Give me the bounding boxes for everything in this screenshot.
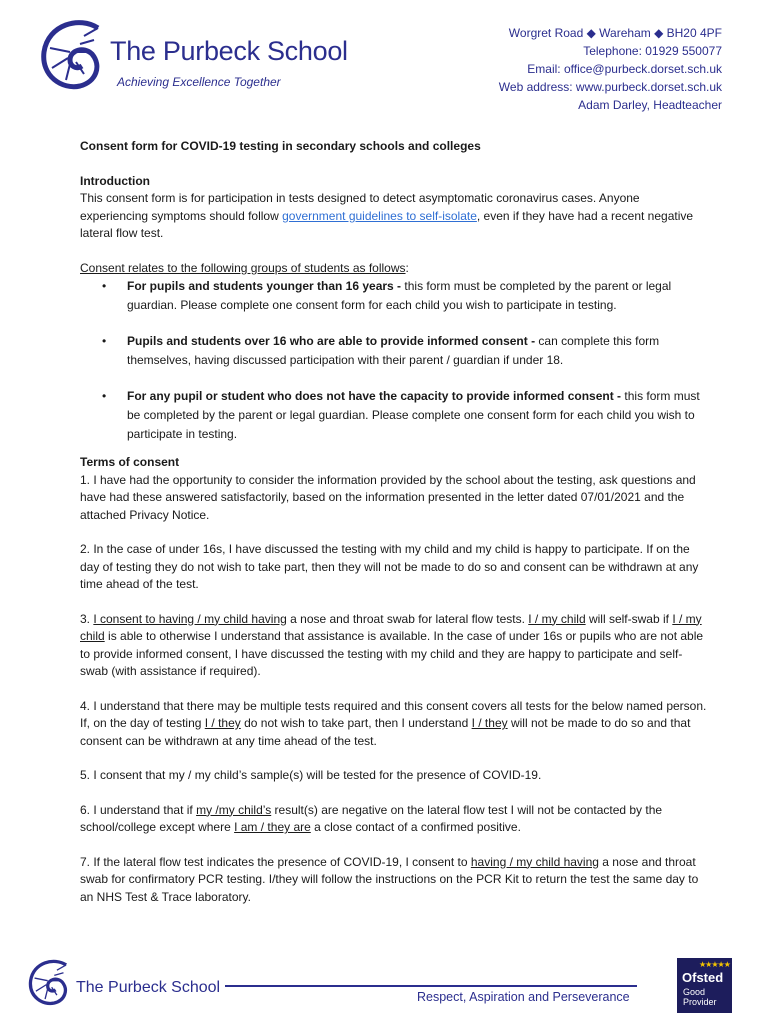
shell-logo-icon [40, 18, 110, 90]
term-5: 5. I consent that my / my child’s sample(s) will be tested for the presence of COVID-19. [80, 768, 542, 782]
star-icon: ★★★★★ [699, 960, 730, 969]
footer-school-name: The Purbeck School [76, 979, 221, 996]
ofsted-badge [677, 958, 732, 1013]
school-tagline: Achieving Excellence Together [117, 75, 281, 89]
letterhead [0, 0, 770, 120]
footer-motto: Respect, Aspiration and Perseverance [417, 990, 630, 1004]
groups-heading: Consent relates to the following groups of students as follows: [80, 260, 409, 275]
intro-paragraph: This consent form is for participation in tests designed to detect asymptomatic coronavirus cases. Anyone experiencing symptoms should follow government guidelines to self-isolate, even if they have had a recent negative lateral flow test. [80, 191, 694, 240]
contact-website: Web address: www.purbeck.dorset.sch.uk [498, 80, 722, 94]
footer-divider [225, 985, 637, 987]
list-item: • For pupils and students younger than 16 years - this form must be completed by the parent or legal guardian. Please complete one consent form for each child you wish to participate in testing. [102, 279, 672, 312]
ofsted-name: Ofsted [682, 970, 724, 985]
self-isolate-guidelines-link[interactable]: government guidelines to self-isolate [282, 208, 477, 223]
ofsted-rating-line-1: Good [683, 987, 706, 997]
list-item: • For any pupil or student who does not have the capacity to provide informed consent - this form must be completed by the parent or legal guardian. Please complete one consent form for each child you wish to participate in testing. [102, 389, 700, 441]
document-title: Consent form for COVID-19 testing in secondary schools and colleges [80, 139, 481, 153]
consent-groups-list [80, 277, 708, 444]
ofsted-rating-line-2: Provider [683, 997, 717, 1007]
contact-address: Worgret Road ◆ Wareham ◆ BH20 4PF [508, 26, 722, 40]
term-3: 3. I consent to having / my child having a nose and throat swab for lateral flow tests. I / my child will self-swab if I / my child is able to otherwise I understand that assistance is available. In the case of under 16s or pupils who are not able to provide informed consent, I have discussed the testing with my child and they are happy to participate and self-swab (with assistance if required). [80, 611, 704, 678]
term-1: 1. I have had the opportunity to consider the information provided by the school about the testing, ask questions and have had these answered satisfactorily, based on the information presented in the letter dated 07/01/2021 and the attached Privacy Notice. [80, 472, 696, 522]
term-7: 7. If the lateral flow test indicates the presence of COVID-19, I consent to having / my child having a nose and throat swab for confirmatory PCR testing. I/they will follow the instructions on the PCR Kit to return the test the same day to an NHS Test & Trace laboratory. [80, 854, 699, 904]
contact-email: Email: office@purbeck.dorset.sch.uk [527, 62, 722, 76]
term-6: 6. I understand that if my /my child’s result(s) are negative on the lateral flow test I will not be contacted by the school/college except where I am / they are a close contact of a confirmed positive. [80, 802, 663, 834]
contact-block [499, 24, 722, 114]
term-2: 2. In the case of under 16s, I have discussed the testing with my child and my child is happy to participate. If on the day of testing they do not wish to take part, then they will not be made to do so and consent can be withdrawn at any time ahead of the test. [80, 542, 699, 591]
consent-form-body [80, 138, 708, 906]
terms-heading: Terms of consent [80, 455, 180, 469]
list-item: • Pupils and students over 16 who are able to provide informed consent - can complete this form themselves, having discussed participation with their parent / guardian if under 18. [102, 334, 660, 367]
school-name: The Purbeck School [110, 36, 348, 66]
shell-logo-icon [28, 958, 74, 1006]
intro-heading: Introduction [80, 173, 150, 188]
term-4: 4. I understand that there may be multiple tests required and this consent covers all tests for the below named person. If, on the day of testing I / they do not wish to take part, then I understand I / they will not be made to do so and that consent can be withdrawn at any time ahead of the test. [80, 698, 707, 748]
page-footer [0, 950, 770, 1024]
contact-headteacher: Adam Darley, Headteacher [578, 98, 722, 112]
contact-telephone: Telephone: 01929 550077 [583, 44, 722, 58]
